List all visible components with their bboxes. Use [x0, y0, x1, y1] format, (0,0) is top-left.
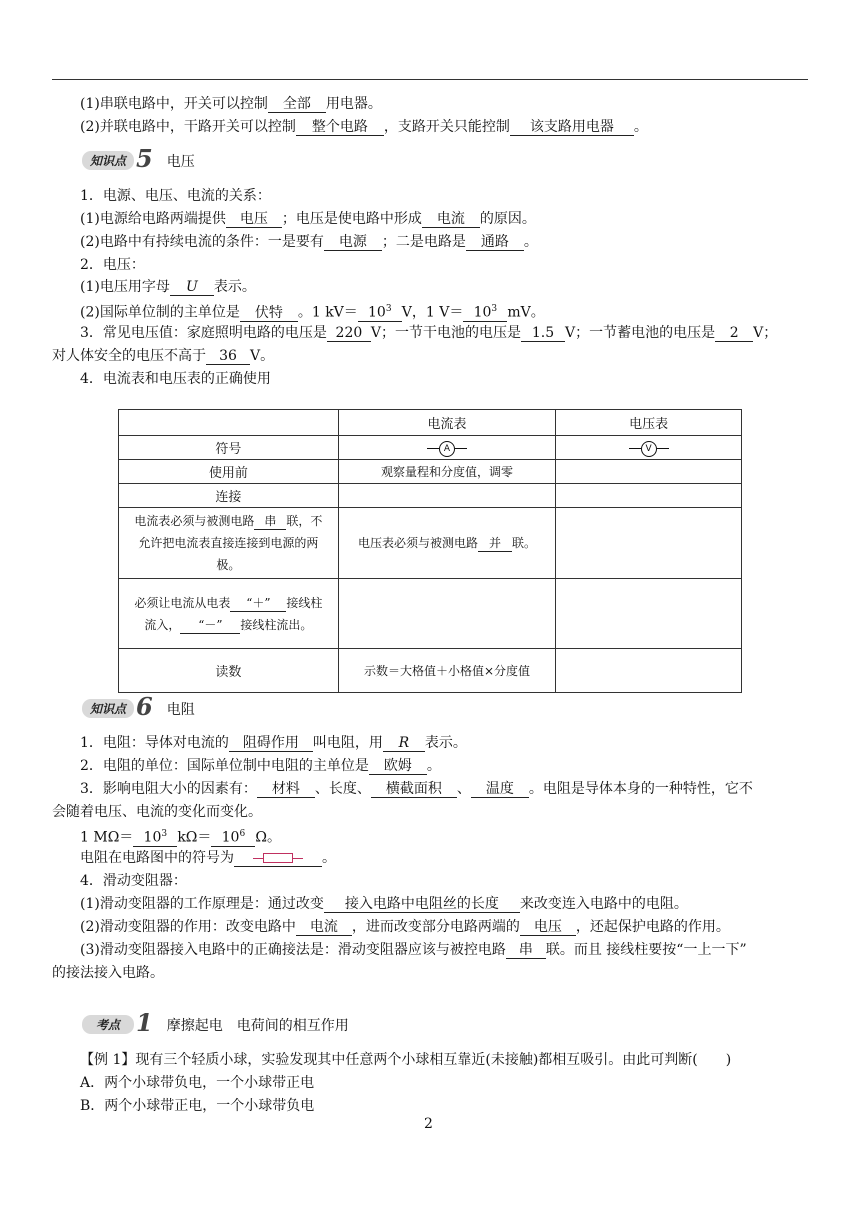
meter-usage-table	[118, 409, 742, 693]
section5-line9: 4．电流表和电压表的正确使用	[80, 371, 271, 387]
knowledge-point-5-heading: 知识点 5 电压	[82, 148, 195, 173]
section5-line5: (1)电压用字母 U 表示。	[80, 279, 256, 295]
section5-line1: 1．电源、电压、电流的关系：	[80, 188, 271, 204]
section6-line5: 1 $M\Omega= 10^3$ $k\Omega= 10^6$ Ω。	[80, 826, 281, 847]
section6-line2: 2．电阻的单位：国际单位制中电阻的主单位是 欧姆 。	[80, 758, 441, 774]
section5-line2: (1)电源给电路两端提供 电压 ；电压是使电路中形成 电流 的原因。	[80, 211, 536, 227]
ammeter-connect-rule: 电流表必须与被测电路 串 联，不允许把电流表直接连接到电源的两极。	[119, 508, 339, 579]
section6-line3: 3．影响电阻大小的因素有： 材料 、长度、 横截面积 、 温度 。电阻是导体本身的一种特性，它不	[80, 781, 753, 797]
current-direction-rule: 必须让电流从电表 “＋” 接线柱流入， “－” 接线柱流出。	[119, 579, 339, 649]
section6-line9: (2)滑动变阻器的作用：改变电路中 电流 ，进而改变部分电路两端的 电压 ，还起保护电路的作用。	[80, 919, 730, 935]
section5-line8: 对人体安全的电压不高于 36 V。	[52, 348, 275, 364]
parallel-switch-line: (2)并联电路中，干路开关可以控制 整个电路 ，支路开关只能控制 该支路用电器 。	[80, 119, 648, 135]
section6-line7: 4．滑动变阻器：	[80, 873, 187, 889]
row-label-reading: 读数	[119, 649, 339, 693]
table-header-empty	[119, 410, 339, 436]
exam-point-badge: 考点	[82, 1015, 134, 1034]
ammeter-symbol	[338, 436, 556, 460]
answer-blank: 整个电路	[296, 119, 384, 136]
series-switch-line: (1)串联电路中，开关可以控制 全部 用电器。	[80, 96, 382, 112]
table-header-ammeter: 电流表	[338, 410, 556, 436]
knowledge-badge: 知识点	[82, 151, 134, 170]
row-label-before-use: 使用前	[119, 460, 339, 484]
row-label-symbol: 符号	[119, 436, 339, 460]
section6-line6: 电阻在电路图中的符号为 。	[80, 850, 336, 866]
example-1-question: 【例 1】现有三个轻质小球，实验发现其中任意两个小球相互靠近(未接触)都相互吸引。由此可判断( )	[80, 1052, 732, 1068]
voltmeter-icon: V	[641, 441, 657, 457]
exam-point-1-heading: 考点 1 摩擦起电 电荷间的相互作用	[82, 1012, 349, 1037]
option-b: B．两个小球带正电，一个小球带负电	[80, 1098, 315, 1114]
ammeter-icon: A	[439, 441, 455, 457]
section6-line8: (1)滑动变阻器的工作原理是：通过改变 接入电路中电阻丝的长度 来改变连入电路中的电阻。	[80, 896, 688, 912]
section5-line7: 3．常见电压值：家庭照明电路的电压是 220 V；一节干电池的电压是 1.5 V；一节蓄电池的电压是 2 V；	[80, 325, 778, 341]
row-label-connect: 连接	[119, 484, 339, 508]
table-header-voltmeter: 电压表	[556, 410, 742, 436]
section6-line10: (3)滑动变阻器接入电路中的正确接法是：滑动变阻器应该与被控电路 串 联。而且 接线柱要按“一上一下”	[80, 942, 747, 958]
voltmeter-symbol	[556, 436, 742, 460]
header-rule	[52, 79, 808, 80]
page-number: 2	[424, 1116, 433, 1132]
section6-line1: 1．电阻：导体对电流的 阻碍作用 叫电阻，用 R 表示。	[80, 735, 467, 751]
answer-blank: 全部	[268, 96, 326, 113]
section6-line4: 会随着电压、电流的变化而变化。	[52, 804, 262, 820]
knowledge-badge: 知识点	[82, 699, 134, 718]
voltmeter-connect-rule: 电压表必须与被测电路 并 联。	[338, 508, 556, 579]
section6-line11: 的接法接入电路。	[52, 965, 164, 981]
resistor-symbol-icon	[253, 853, 303, 863]
option-a: A．两个小球带负电，一个小球带正电	[80, 1075, 315, 1091]
before-use-text: 观察量程和分度值，调零	[338, 460, 556, 484]
section5-line6: (2)国际单位制的主单位是 伏特 。1 $kV= 10^3$ V，1 $V= 10^3$ mV。	[80, 301, 545, 322]
section5-line4: 2．电压：	[80, 257, 145, 273]
section5-line3: (2)电路中有持续电流的条件：一是要有 电源 ；二是电路是 通路 。	[80, 234, 538, 250]
answer-blank: 该支路用电器	[510, 119, 634, 136]
knowledge-point-6-heading: 知识点 6 电阻	[82, 696, 195, 721]
reading-text: 示数＝大格值＋小格值×分度值	[338, 649, 556, 693]
